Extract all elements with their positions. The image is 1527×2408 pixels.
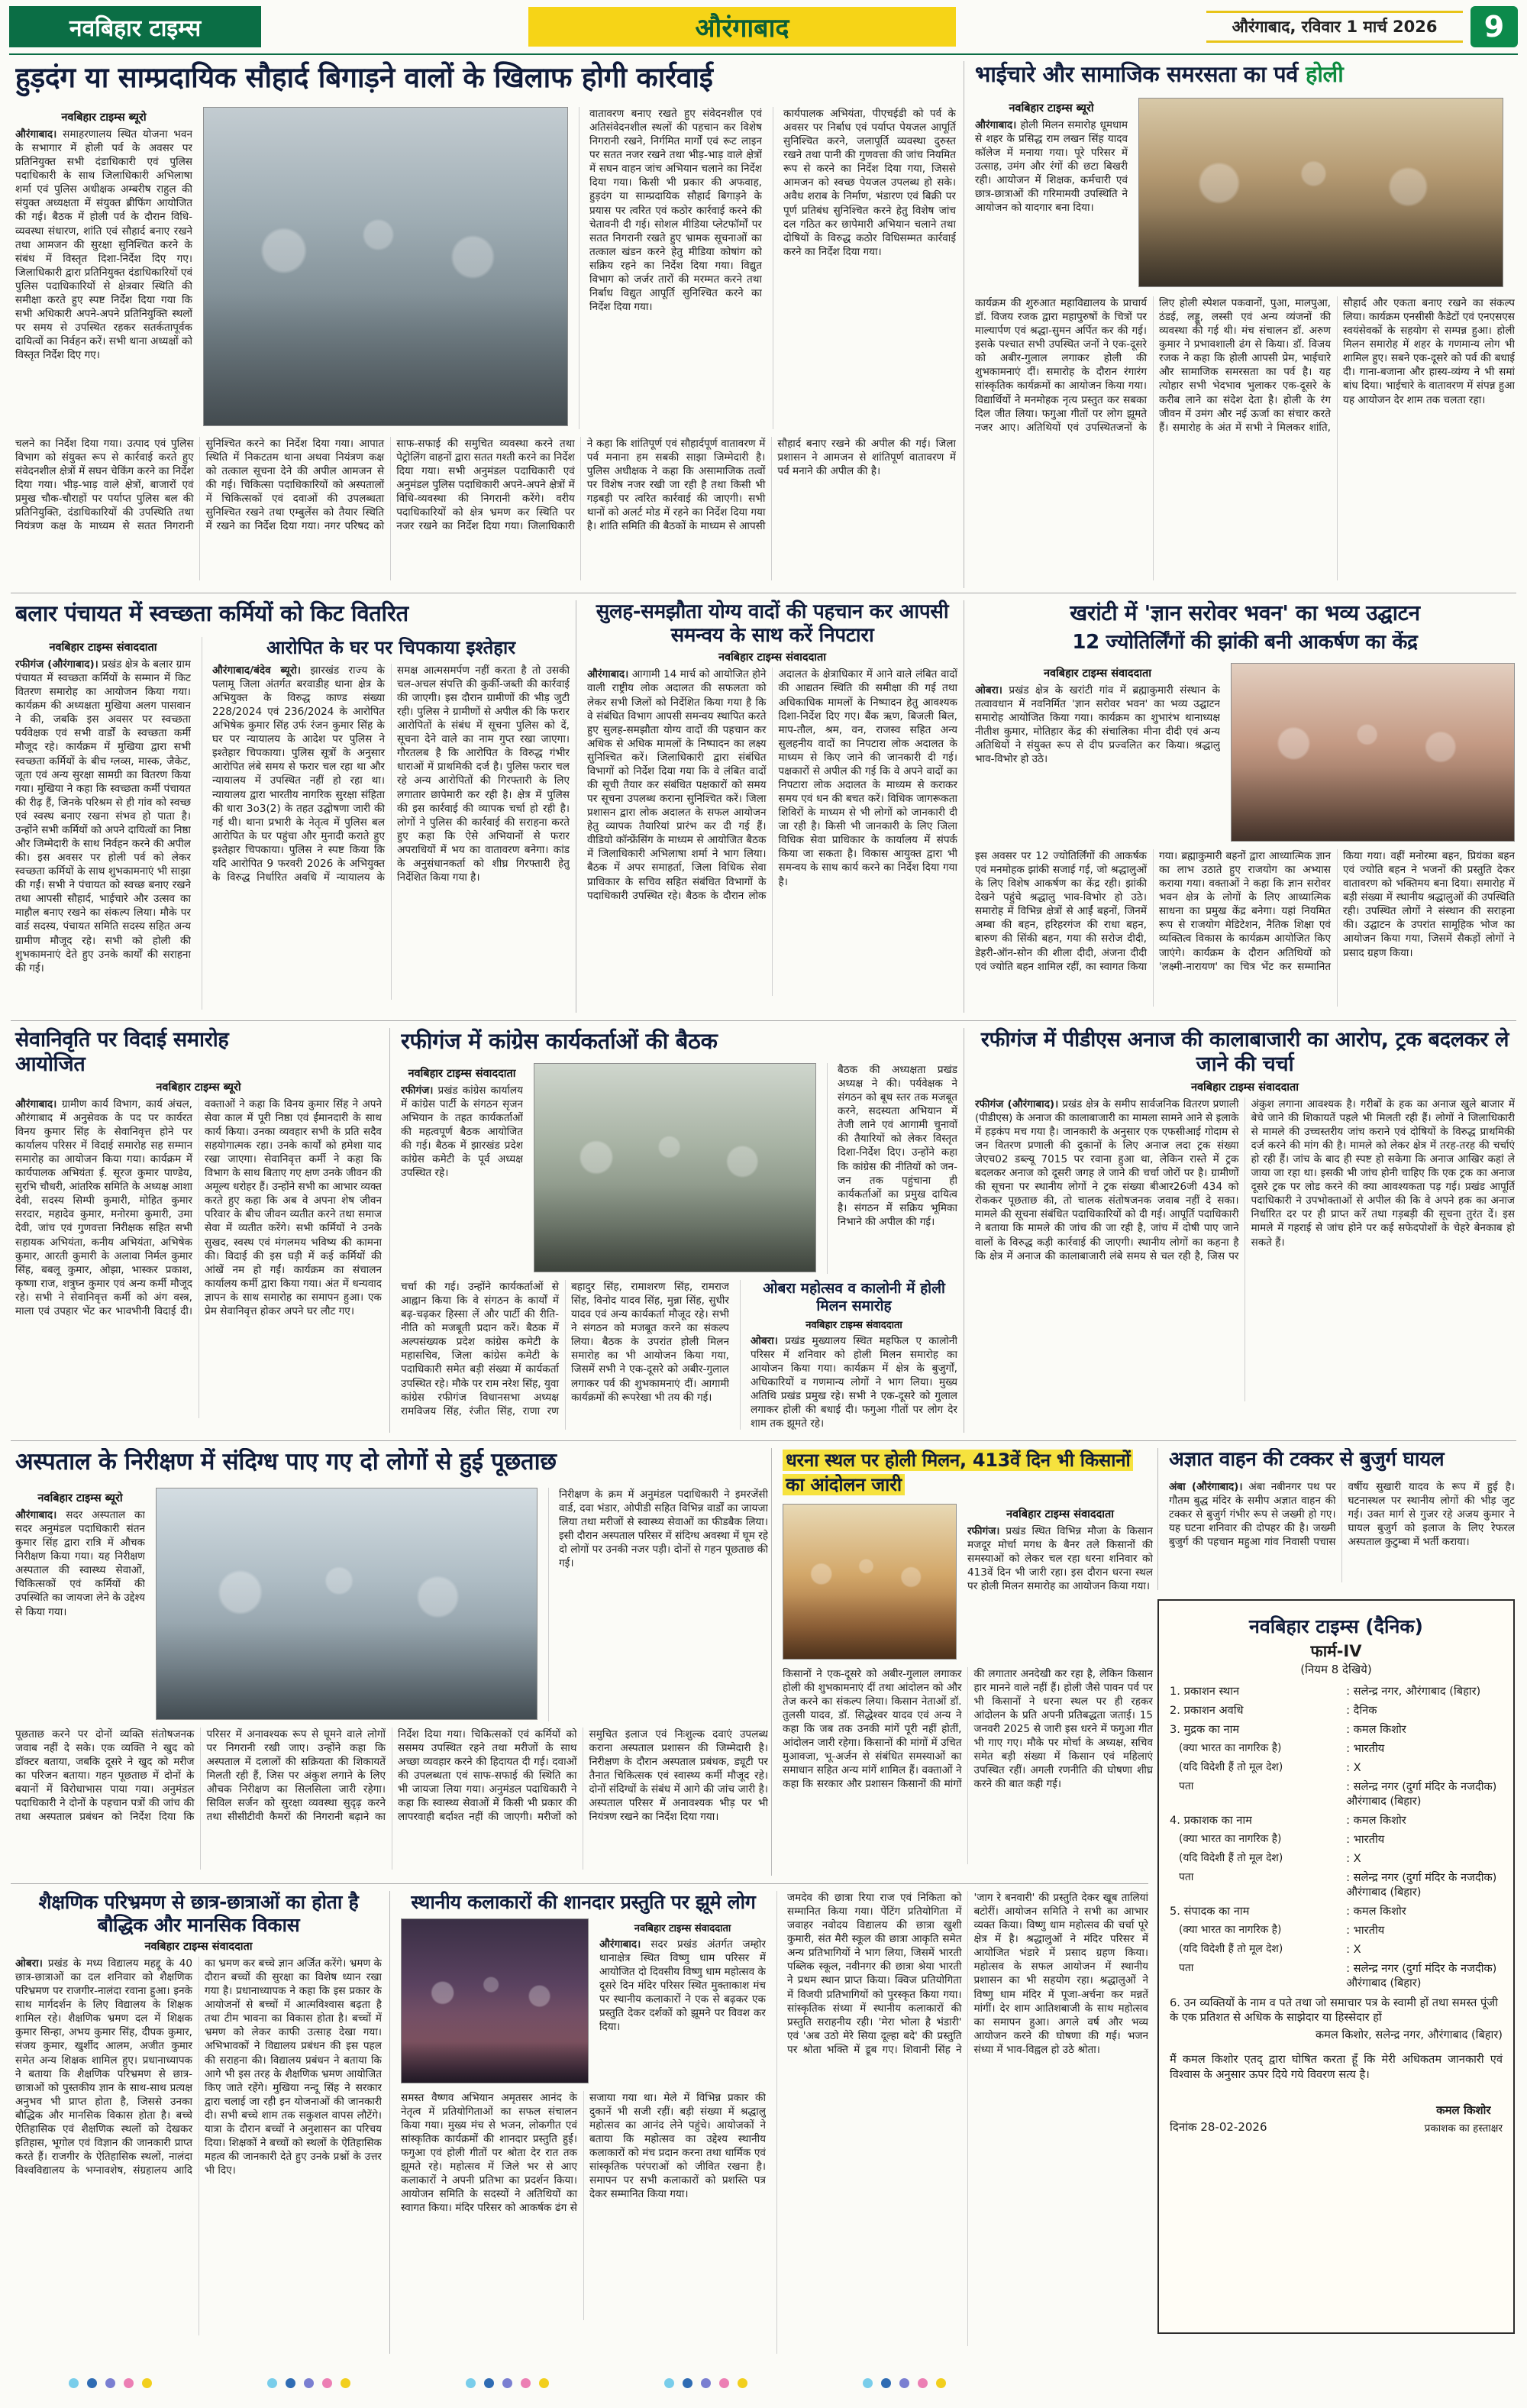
newspaper-masthead bbox=[9, 6, 261, 47]
color-dot bbox=[863, 2378, 873, 2388]
body-text: समस्त वैष्णव अभियान अमृतसर आनंद के नेतृत्व में प्रतियोगिताओं का सफल संचालन किया गया। मुख्य मंच से भजन, लोकगीत एवं सांस्कृतिक कार्यक्रमों की शानदार प्रस्तुति हुई। फगुआ एवं होली गीतों पर श्रोता देर रात तक झूमते रहे। महोत्सव में जिले भर से आए कलाकारों ने अपनी प्रतिभा का प्रदर्शन किया। आयोजन समिति के सदस्यों ने अतिथियों का स्वागत किया। मंदिर परिसर को आकर्षक ढंग से सजाया गया था। मेले में विभिन्न प्रकार की दुकानें भी सजी रहीं। बड़ी संख्या में श्रद्धालु महोत्सव का आनंद लेने पहुंचे। आयोजकों ने बताया कि महोत्सव का उद्देश्य स्थानीय कलाकारों को मंच प्रदान करना तथा धार्मिक एवं सांस्कृतिक परंपराओं को जीवित रखना है। समापन पर सभी कलाकारों को प्रशस्ति पत्र देकर सम्मानित किया गया। bbox=[401, 2091, 766, 2215]
dateline: रफीगंज (औरंगाबाद)। bbox=[975, 1097, 1059, 1110]
headline-lok-adalat: सुलह-समझौता योग्य वादों की पहचान कर आपसी समन्वय के साथ करें निपटारा bbox=[596, 600, 949, 647]
color-dot bbox=[286, 2378, 295, 2388]
color-dot bbox=[521, 2378, 531, 2388]
headline-farewell: सेवानिवृति पर विदाई समारोह आयोजित bbox=[15, 1028, 229, 1076]
color-dot bbox=[142, 2378, 152, 2388]
form-row: पता : सलेन्द्र नगर (दुर्गा मंदिर के नजदीक) औरंगाबाद (बिहार) bbox=[1170, 1871, 1503, 1900]
header-rule bbox=[9, 53, 1518, 55]
body-text: ग्रामीण कार्य विभाग, कार्य अंचल, औरंगाबाद में अनुसेवक के पद पर कार्यरत विनय कुमार सिंह के सेवानिवृत्त होने पर कार्यालय परिसर में विदाई समारोह सह सम्मान समारोह का आयोजन किया गया। कार्यक्रम में कार्यपालक अभियंता ई. सूरज कुमार पाण्डेय, सुरभि चौधरी, आंतरिक समिति के अध्यक्ष आशा देवी, सदस्य सिम्पी कुमारी, मोहित कुमार सरदार, महादेव कुमार, मनोरमा कुमारी, उमा देवी, जांच एवं गुणवत्ता निरीक्षक सहित सभी सहायक अभियंता, कनीय अभियंता, अभिषेक कुमार, आरती कुमारी के अलावा निर्मल कुमार सिंह, बबलू कुमार, ओझा, भास्कर प्रकाश, कृष्णा राज, शत्रुघ्न कुमार एवं अन्य कर्मी मौजूद रहे। सभी ने सेवानिवृत्त कर्मी को अंग वस्त्र, माला एवं उपहार भेंट कर भावभीनी विदाई दी। वक्ताओं ने कहा कि विनय कुमार सिंह ने अपने सेवा काल में पूरी निष्ठा एवं ईमानदारी के साथ कार्य किया। उनका व्यवहार सभी के प्रति सदैव सहयोगात्मक रहा। उनके कार्यों को हमेशा याद रखा जाएगा। सेवानिवृत्त कर्मी ने कहा कि विभाग के साथ बिताए गए क्षण उनके जीवन की अमूल्य धरोहर हैं। उन्होंने सभी का आभार व्यक्त करते हुए कहा कि अब वे अपना शेष जीवन परिवार के बीच जीवन व्यतीत करने तथा समाज सेवा में व्यतीत करेंगे। सभी कर्मियों ने उनके सुखद, स्वस्थ एवं मंगलमय भविष्य की कामना की। विदाई की इस घड़ी में कई कर्मियों की आंखें नम हो गईं। कार्यक्रम का संचालन कार्यालय कर्मी द्वारा किया गया। अंत में धन्यवाद ज्ञापन के साथ समारोह का समापन हुआ। एक प्रेम सेवानिवृत्त होकर अपने घर लौट गए। bbox=[15, 1097, 382, 1317]
article-poster-pasted bbox=[202, 637, 570, 1010]
body-text: अंबा नबीनगर पथ पर गौतम बुद्ध मंदिर के समीप अज्ञात वाहन की टक्कर से बुजुर्ग गंभीर रूप से जख्मी हो गए। यह घटना शनिवार की दोपहर की है। जख्मी बुजुर्ग की पहचान महुआ गांव निवासी पचास वर्षीय सुखारी यादव के रूप में हुई है। घटनास्थल पर स्थानीय लोगों की भीड़ जुट गई। उक्त मार्ग से गुजर रहे अजय कुमार ने घायल बुजुर्ग को इलाज के लिए रेफरल अस्पताल कुटुम्बा में भर्ती कराया। bbox=[1169, 1481, 1515, 1549]
color-dot bbox=[664, 2378, 674, 2388]
color-dot bbox=[881, 2378, 891, 2388]
byline: नवबिहार टाइम्स ब्यूरो bbox=[1009, 102, 1094, 115]
color-dot bbox=[341, 2378, 350, 2388]
dateline: अंबा (औरंगाबाद)। bbox=[1169, 1481, 1243, 1493]
body-text: प्रखंड स्थित विभिन्न मौजा के किसान मजदूर मोर्चा मगध के बैनर तले किसानों की समस्याओं को लेकर चल रहा धरना शनिवार को 413वें दिन भी जारी रहा। इस दौरान धरना स्थल पर होली मिलन समारोह का आयोजन किया गया। bbox=[967, 1524, 1153, 1593]
headline-holi: भाईचारे और सामाजिक समरसता का पर्व होली bbox=[975, 61, 1344, 87]
form-row: 4. प्रकाशक का नाम : कमल किशोर bbox=[1170, 1814, 1503, 1828]
article-sanitation-kits bbox=[15, 600, 570, 1013]
form-iv-declaration bbox=[1157, 1599, 1515, 2334]
body-text: पूछताछ करने पर दोनों व्यक्ति संतोषजनक जवाब नहीं दे सके। एक व्यक्ति ने खुद को डॉक्टर बताया, जबकि दूसरे ने खुद को मरीज का परिजन बताया। गहन पूछताछ में दोनों के बयानों में विरोधाभास पाया गया। अनुमंडल पदाधिकारी ने दोनों के पहचान पत्रों की जांच की तथा अस्पताल प्रबंधन को निर्देश दिया कि परिसर में अनावश्यक रूप से घूमने वाले लोगों पर निगरानी रखी जाए। उन्होंने कहा कि अस्पताल में दलालों की सक्रियता की शिकायतें मिलती रही हैं, जिस पर अंकुश लगाने के लिए औचक निरीक्षण का सिलसिला जारी रहेगा। सिविल सर्जन को सुरक्षा व्यवस्था सुदृढ़ करने तथा सीसीटीवी कैमरों की निगरानी बढ़ाने का निर्देश दिया गया। चिकित्सकों एवं कर्मियों को ससमय उपस्थित रहने तथा मरीजों के साथ अच्छा व्यवहार करने की हिदायत दी गई। दवाओं की उपलब्धता एवं साफ-सफाई की स्थिति का भी जायजा लिया गया। अनुमंडल पदाधिकारी ने कहा कि स्वास्थ्य सेवाओं में किसी भी प्रकार की लापरवाही बर्दाश्त नहीं की जाएगी। मरीजों को समुचित इलाज एवं निःशुल्क दवाएं उपलब्ध कराना अस्पताल प्रशासन की जिम्मेदारी है। निरीक्षण के दौरान अस्पताल प्रबंधक, ड्यूटी पर तैनात चिकित्सक एवं स्वास्थ्य कर्मी मौजूद रहे। दोनों संदिग्धों के संबंध में आगे की जांच जारी है। अस्पताल परिसर में अनावश्यक भीड़ पर भी नियंत्रण रखने का निर्देश दिया गया। bbox=[15, 1728, 768, 1824]
byline: नवबिहार टाइम्स संवाददाता bbox=[1006, 1508, 1115, 1521]
protest-site-photo bbox=[783, 1504, 957, 1660]
body-text: बैठक की अध्यक्षता प्रखंड अध्यक्ष ने की। पर्यवेक्षक ने संगठन को बूथ स्तर तक मजबूत करने, सदस्यता अभियान में तेजी लाने एवं आगामी चुनावों की तैयारियों को लेकर विस्तृत दिशा-निर्देश दिए। उन्होंने कहा कि कांग्रेस की नीतियों को जन-जन तक पहुंचाना ही कार्यकर्ताओं का प्रमुख दायित्व है। संगठन में सक्रिय भूमिका निभाने की अपील की गई। bbox=[838, 1064, 957, 1228]
headline-hospital: अस्पताल के निरीक्षण में संदिग्ध पाए गए दो लोगों से हुई पूछताछ bbox=[15, 1448, 557, 1476]
headline-gyan-sarovar-2: 12 ज्योतिर्लिंगों की झांकी बनी आकर्षण का केंद्र bbox=[1072, 631, 1418, 654]
color-dot bbox=[719, 2378, 729, 2388]
body-text: निरीक्षण के क्रम में अनुमंडल पदाधिकारी ने इमरजेंसी वार्ड, दवा भंडार, ओपीडी सहित विभिन्न वार्डों का जायजा लिया तथा मरीजों से स्वास्थ्य सेवाओं का फीडबैक लिया। इसी दौरान अस्पताल परिसर में संदिग्ध अवस्था में घूम रहे दो लोगों पर उनकी नजर पड़ी। दोनों से गहन पूछताछ की गई। bbox=[559, 1488, 768, 1570]
hospital-inspection-photo bbox=[156, 1488, 538, 1720]
article-holi-festival bbox=[964, 61, 1515, 588]
color-dot bbox=[105, 2378, 115, 2388]
color-dot bbox=[466, 2378, 476, 2388]
form-row: 1. प्रकाशन स्थान : सलेन्द्र नगर, औरंगाबाद (बिहार) bbox=[1170, 1685, 1503, 1699]
form-row: 2. प्रकाशन अवधि : दैनिक bbox=[1170, 1704, 1503, 1718]
form-date: दिनांक 28-02-2026 bbox=[1170, 2119, 1267, 2134]
body-text: जमदेव की छात्रा रिया राज एवं निकिता को सम्मानित किया गया। पेंटिंग प्रतियोगिता में जवाहर नवोदय विद्यालय की छात्रा खुशी कुमारी, संत मैरी स्कूल की छात्रा आकृति समेत अन्य प्रतिभागियों ने भाग लिया, जिसमें भारती पब्लिक स्कूल, नवीनगर की छात्रा श्रेया भारती ने प्रथम स्थान प्राप्त किया। क्विज प्रतियोगिता में विजयी प्रतिभागियों को पुरस्कृत किया गया। सांस्कृतिक संध्या में स्थानीय कलाकारों की प्रस्तुति सराहनीय रही। 'मेरा भोला है भंडारी' एवं 'अब उठो मेरे सिया दूल्हा बदे' की प्रस्तुति पर श्रोता भक्ति में डूब गए। शिवानी सिंह ने 'जाग रे बनवारी' की प्रस्तुति देकर खूब तालियां बटोरीं। आयोजन समिति ने सभी का आभार व्यक्त किया। विष्णु धाम महोत्सव की चर्चा पूरे क्षेत्र में है। श्रद्धालुओं ने मंदिर परिसर में आयोजित भंडारे में प्रसाद ग्रहण किया। महोत्सव के सफल आयोजन में स्थानीय प्रशासन का भी सहयोग रहा। श्रद्धालुओं ने विष्णु धाम मंदिर में पूजा-अर्चना कर मन्नतें मांगीं। देर शाम आतिशबाजी के साथ महोत्सव का समापन हुआ। अगले वर्ष और भव्य आयोजन करने की घोषणा की गई। भजन संध्या में भाव-विह्वल हो उठे श्रोता। bbox=[787, 1892, 1148, 2056]
byline: नवबिहार टाइम्स संवाददाता bbox=[805, 1319, 902, 1331]
dateline: औरंगाबाद। bbox=[15, 1509, 57, 1521]
band-rule-3 bbox=[11, 1440, 1516, 1441]
byline: नवबिहार टाइम्स ब्यूरो bbox=[37, 1492, 123, 1505]
body-text: इस अवसर पर 12 ज्योतिर्लिंगों की आकर्षक एवं मनमोहक झांकी सजाई गई, जो श्रद्धालुओं के लिए विशेष आकर्षण का केंद्र रही। झांकी देखने पहुंचे श्रद्धालु भाव-विभोर हो उठे। समारोह में विभिन्न क्षेत्रों से आईं बहनों, जिनमें अम्बा की बहन, हरिहरगंज की राधा बहन, बारुण की सिंकी बहन, गया की सरोज दीदी, डेहरी-ऑन-सोन की शीला दीदी, अंजना दीदी एवं ज्योति बहन शामिल रहीं, का स्वागत किया गया। ब्रह्माकुमारी बहनों द्वारा आध्यात्मिक ज्ञान का लाभ उठाते हुए राजयोग का अभ्यास कराया गया। वक्ताओं ने कहा कि ज्ञान सरोवर भवन क्षेत्र के लोगों के लिए आध्यात्मिक साधना का प्रमुख केंद्र बनेगा। यहां नियमित रूप से राजयोग मेडिटेशन, नैतिक शिक्षा एवं व्यक्तित्व विकास के कार्यक्रम आयोजित किए जाएंगे। कार्यक्रम के दौरान अतिथियों को 'लक्ष्मी-नारायण' का चित्र भेंट कर सम्मानित किया गया। वहीं मनोरमा बहन, प्रियंका बहन एवं ज्योति बहन ने भजनों की प्रस्तुति देकर वातावरण को भक्तिमय बना दिया। समारोह में बड़ी संख्या में स्थानीय श्रद्धालुओं की उपस्थिति रही। उपस्थित लोगों ने संस्थान की सराहना की। उद्घाटन के उपरांत सामूहिक भोज का आयोजन किया गया, जिसमें सैकड़ों लोगों ने प्रसाद ग्रहण किया। bbox=[975, 850, 1515, 973]
holi-gathering-photo bbox=[1138, 98, 1503, 287]
headline-briefing: हुड़दंग या साम्प्रदायिक सौहार्द बिगाड़ने वालों के खिलाफ होगी कार्रवाई bbox=[15, 61, 713, 94]
form-row: 5. संपादक का नाम : कमल किशोर bbox=[1170, 1905, 1503, 1919]
print-registration-dots bbox=[69, 2377, 1504, 2389]
form-title: नवबिहार टाइम्स (दैनिक) bbox=[1249, 1615, 1423, 1637]
band-rule-2 bbox=[11, 1020, 1516, 1021]
body-text: झारखंड राज्य के पलामू जिला अंतर्गत बरवाडीह थाना क्षेत्र के अभियुक्त के विरुद्ध काण्ड संख्या 228/2024 एवं 236/2024 के आरोपित अभिषेक कुमार सिंह उर्फ रंजन कुमार सिंह के घर पर न्यायालय के आदेश पर पुलिस ने इश्तेहार चिपकाया। पुलिस सूत्रों के अनुसार आरोपित लंबे समय से फरार चल रहा था और न्यायालय में उपस्थित नहीं हो रहा था। न्यायालय द्वारा भारतीय नागरिक सुरक्षा संहिता की धारा 3o3(2) के तहत उद्घोषणा जारी की गई थी। थाना प्रभारी के नेतृत्व में पुलिस बल आरोपित के घर पहुंचा और मुनादी कराते हुए इश्तेहार चिपकाया। पुलिस ने स्पष्ट किया कि यदि आरोपित 9 फरवरी 2026 के अभियुक्त के विरुद्ध निर्धारित अवधि में न्यायालय के समक्ष आत्मसमर्पण नहीं करता है तो उसकी चल-अचल संपत्ति की कुर्की-जब्ती की कार्रवाई की जाएगी। इस दौरान ग्रामीणों की भीड़ जुटी रही। पुलिस ने ग्रामीणों से अपील की कि फरार आरोपितों के संबंध में सूचना पुलिस को दें, सूचना देने वाले का नाम गुप्त रखा जाएगा। गौरतलब है कि आरोपित के विरुद्ध गंभीर धाराओं में प्राथमिकी दर्ज है। पुलिस फरार चल रहे अन्य आरोपितों की गिरफ्तारी के लिए लगातार छापेमारी कर रही है। क्षेत्र में पुलिस की इस कार्रवाई की व्यापक चर्चा हो रही है। लोगों ने पुलिस की कार्रवाई की सराहना करते हुए कहा कि ऐसे अभियानों से फरार अपराधियों में भय का वातावरण बनेगा। कांड के अनुसंधानकर्ता को शीघ्र गिरफ्तारी हेतु निर्देशित किया गया है। bbox=[212, 664, 570, 884]
header-bar bbox=[0, 0, 1527, 53]
color-dot bbox=[267, 2378, 277, 2388]
color-dot bbox=[738, 2378, 747, 2388]
form-signature: कमल किशोर प्रकाशक का हस्ताक्षर bbox=[1424, 2103, 1503, 2135]
color-dot bbox=[701, 2378, 711, 2388]
form-row-owners: 6. उन व्यक्तियों के नाम व पते तथा जो समाचार पत्र के स्वामी हों तथा समस्त पूंजी के एक प्रतिशत से अधिक के साझेदार या हिस्सेदार हों कमल किशोर, सलेन्द्र नगर, औरंगाबाद (बिहार) bbox=[1170, 1996, 1503, 2042]
headline-poster: आरोपित के घर पर चिपकाया इश्तेहार bbox=[266, 637, 516, 658]
form-row: पता : सलेन्द्र नगर (दुर्गा मंदिर के नजदीक) औरंगाबाद (बिहार) bbox=[1170, 1962, 1503, 1991]
color-dot bbox=[69, 2378, 79, 2388]
byline: नवबिहार टाइम्स संवाददाता bbox=[144, 1941, 253, 1953]
color-dot bbox=[304, 2378, 314, 2388]
body-text: किसानों ने एक-दूसरे को अबीर-गुलाल लगाकर होली की शुभकामनाएं दीं तथा आंदोलन को और तेज करने का संकल्प लिया। किसान नेताओं डॉ. तुलसी यादव, डॉ. सिद्धेश्वर यादव एवं अन्य ने कहा कि जब तक उनकी मांगें पूरी नहीं होतीं, आंदोलन जारी रहेगा। किसानों की मांगों में उचित मुआवजा, भू-अर्जन से संबंधित समस्याओं का समाधान सहित अन्य मांगें शामिल हैं। वक्ताओं ने कहा कि सरकार और प्रशासन किसानों की मांगों की लगातार अनदेखी कर रहा है, लेकिन किसान हार मानने वाले नहीं हैं। होली जैसे पावन पर्व पर भी किसानों ने धरना स्थल पर ही रहकर आंदोलन के प्रति अपनी प्रतिबद्धता जताई। 15 जनवरी 2025 से जारी इस धरने में फगुआ गीत भी गाए गए। मौके पर मोर्चा के अध्यक्ष, सचिव समेत बड़ी संख्या में किसान एवं महिलाएं उपस्थित रहीं। अगली रणनीति की घोषणा शीघ्र करने की बात कही गई। bbox=[783, 1667, 1153, 1791]
stage-performance-photo bbox=[401, 1918, 589, 2083]
form-row: (क्या भारत का नागरिक है) : भारतीय bbox=[1170, 1742, 1503, 1757]
form-declaration: मैं कमल किशोर एतद् द्वारा घोषित करता हूँ कि मेरी अधिकतम जानकारी एवं विश्वास के अनुसार ऊपर दिये गये विवरण सत्य है। bbox=[1170, 2053, 1503, 2082]
form-row: (क्या भारत का नागरिक है) : भारतीय bbox=[1170, 1924, 1503, 1938]
body-text: चर्चा की गई। उन्होंने कार्यकर्ताओं से आह्वान किया कि वे संगठन के कार्यों में बढ़-चढ़कर हिस्सा लें और पार्टी की रीति-नीति को मजबूती प्रदान करें। बैठक में अल्पसंख्यक प्रदेश कांग्रेस कमेटी के महासचिव, जिला कांग्रेस कमेटी के पदाधिकारी समेत बड़ी संख्या में कार्यकर्ता उपस्थित रहे। मौके पर राम नरेश सिंह, युवा कांग्रेस रफीगंज विधानसभा अध्यक्ष रामविजय सिंह, रंजीत सिंह, राणा रण बहादुर सिंह, रामाशरण सिंह, रामराज सिंह, विनोद यादव सिंह, मुन्ना सिंह, सुधीर यादव एवं अन्य कार्यकर्ता मौजूद रहे। सभी ने संगठन को मजबूत करने का संकल्प लिया। बैठक के उपरांत होली मिलन समारोह का भी आयोजन किया गया, जिसमें सभी ने एक-दूसरे को अबीर-गुलाल लगाकर पर्व की शुभकामनाएं दीं। आगामी कार्यक्रमों की रूपरेखा भी तय की गई। bbox=[401, 1281, 729, 1417]
byline: नवबिहार टाइम्स संवाददाता bbox=[634, 1922, 731, 1934]
article-educational-tour bbox=[15, 1891, 382, 2354]
color-dot bbox=[87, 2378, 97, 2388]
headline-gyan-sarovar-1: खरांटी में 'ज्ञान सरोवर भवन' का भव्य उद्घाटन bbox=[1070, 600, 1420, 625]
dateline: औरंगाबाद/बंदेव ब्यूरो। bbox=[212, 664, 302, 677]
color-dot bbox=[124, 2378, 134, 2388]
color-dot bbox=[899, 2378, 909, 2388]
city-name: औरंगाबाद bbox=[695, 13, 789, 44]
dateline: रफीगंज। bbox=[967, 1524, 1000, 1537]
body-text: प्रखंड के मध्य विद्यालय महद्दू के 40 छात्र-छात्राओं का दल शनिवार को शैक्षणिक परिभ्रमण पर राजगीर-नालंदा रवाना हुआ। इनके साथ मार्गदर्शन के लिए विद्यालय के शिक्षक शामिल रहे। शैक्षणिक भ्रमण दल में शिक्षक कुमार सिन्हा, अभय कुमार सिंह, दीपक कुमार, संजय कुमार, खुर्शीद आलम, अजीत कुमार समेत अन्य शिक्षक शामिल हुए। प्रधानाध्यापक ने बताया कि शैक्षणिक परिभ्रमण से छात्र-छात्राओं को पुस्तकीय ज्ञान के साथ-साथ प्रत्यक्ष अनुभव भी प्राप्त होता है, जिससे उनका बौद्धिक और मानसिक विकास होता है। बच्चे ऐतिहासिक एवं शैक्षणिक स्थलों को देखकर इतिहास, भूगोल एवं विज्ञान की जानकारी प्राप्त करते हैं। राजगीर के ऐतिहासिक स्थलों, नालंदा विश्वविद्यालय के भग्नावशेष, संग्रहालय आदि का भ्रमण कर बच्चे ज्ञान अर्जित करेंगे। भ्रमण के दौरान बच्चों की सुरक्षा का विशेष ध्यान रखा गया है। प्रधानाध्यापक ने कहा कि इस प्रकार के आयोजनों से बच्चों में आत्मविश्वास बढ़ता है तथा टीम भावना का विकास होता है। बच्चों में भ्रमण को लेकर काफी उत्साह देखा गया। अभिभावकों ने विद्यालय प्रबंधन की इस पहल की सराहना की। विद्यालय प्रबंधन ने बताया कि आगे भी इस तरह के शैक्षणिक भ्रमण आयोजित किए जाते रहेंगे। मुखिया नन्दू सिंह ने सरकार द्वारा चलाई जा रही इन योजनाओं की जानकारी दी। सभी बच्चे शाम तक सकुशल वापस लौटेंगे। यात्रा के दौरान बच्चों ने अनुशासन का परिचय दिया। शिक्षकों ने बच्चों को स्थलों के ऐतिहासिक महत्व की जानकारी देते हुए उनके प्रश्नों के उत्तर भी दिए। bbox=[15, 1957, 382, 2177]
body-text: कार्यपालक अभियंता, पीएचईडी को पर्व के अवसर पर निर्बाध एवं पर्याप्त पेयजल आपूर्ति सुनिश्चित करने, जलापूर्ति व्यवस्था दुरुस्त रखने तथा पानी की गुणवत्ता की जांच नियमित रूप से करने का निर्देश दिया गया, जिससे आमजन को स्वच्छ पेयजल उपलब्ध हो सके। अवैध शराब के निर्माण, भंडारण एवं बिक्री पर पूर्ण प्रतिबंध सुनिश्चित करने हेतु विशेष जांच दल गठित कर छापेमारी अभियान चलाने तथा दोषियों के विरुद्ध कठोर विधिसम्मत कार्रवाई करने का निर्देश दिया गया। bbox=[783, 108, 956, 258]
edition-dateline: औरंगाबाद, रविवार 1 मार्च 2026 bbox=[1206, 11, 1463, 43]
article-local-artists bbox=[389, 1891, 1148, 2354]
article-holi-briefing bbox=[15, 61, 956, 588]
body-text: वातावरण बनाए रखते हुए संवेदनशील एवं अतिसंवेदनशील स्थलों की पहचान कर विशेष निगरानी रखने, निर्गमित मार्गों एवं रूट लाइन पर सतत नजर रखने तथा भीड़-भाड़ वाले क्षेत्रों में सघन वाहन जांच अभियान चलाने का निर्देश दिया गया। किसी भी प्रकार की अफवाह, हुड़दंग या साम्प्रदायिक सौहार्द बिगाड़ने के प्रयास पर त्वरित एवं कठोर कार्रवाई करने की चेतावनी दी गई। सोशल मीडिया प्लेटफॉर्मों पर सतत निगरानी रखते हुए भ्रामक सूचनाओं का तत्काल खंडन करने हेतु मीडिया कोषांग को सक्रिय रहने का निर्देश दिया गया। विद्युत विभाग को जर्जर तारों की मरम्मत करने तथा निर्बाध विद्युत आपूर्ति सुनिश्चित करने का निर्देश दिया गया। bbox=[589, 108, 762, 314]
headline-protest: धरना स्थल पर होली मिलन, 413वें दिन भी किसानों का आंदोलन जारी bbox=[783, 1448, 1153, 1498]
headline-tour: शैक्षणिक परिभ्रमण से छात्र-छात्राओं का होता है बौद्धिक और मानसिक विकास bbox=[38, 1891, 359, 1936]
body-text: कार्यक्रम की शुरुआत महाविद्यालय के प्राचार्य डॉ. विजय रजक द्वारा महापुरुषों के चित्रों पर माल्यार्पण एवं श्रद्धा-सुमन अर्पित कर की गई। इसके पश्चात सभी उपस्थित जनों ने एक-दूसरे को अबीर-गुलाल लगाकर होली की शुभकामनाएं दीं। समारोह के दौरान रंगारंग सांस्कृतिक कार्यक्रमों का आयोजन किया गया। विद्यार्थियों ने मनमोहक नृत्य प्रस्तुत कर सबका दिल जीत लिया। फगुआ गीतों पर लोग झूमते नजर आए। अतिथियों एवं उपस्थितजनों के लिए होली स्पेशल पकवानों, पुआ, मालपुआ, ठंडई, लड्डू, लस्सी एवं अन्य व्यंजनों की व्यवस्था की गई थी। मंच संचालन डॉ. अरुण कुमार ने प्रभावशाली ढंग से किया। डॉ. विजय रजक ने कहा कि होली आपसी प्रेम, भाईचारे और सामाजिक समरसता का पर्व है। यह त्योहार सभी भेदभाव भुलाकर एक-दूसरे के करीब लाने का संदेश देता है। होली के रंग जीवन में उमंग और नई ऊर्जा का संचार करते हैं। समारोह के अंत में सभी ने मिलकर शांति, सौहार्द और एकता बनाए रखने का संकल्प लिया। कार्यक्रम एनसीसी कैडेटों एवं एनएसएस स्वयंसेवकों के सहयोग से सम्पन्न हुआ। होली मिलन समारोह में शहर के गणमान्य लोग भी शामिल हुए। सबने एक-दूसरे को पर्व की बधाई दी। गाना-बजाना और हास्य-व्यंग्य ने भी समां बांध दिया। भाईचारे के वातावरण में संपन्न हुआ यह आयोजन देर शाम तक चलता रहा। bbox=[975, 297, 1515, 434]
form-row: (यदि विदेशी हैं तो मूल देश) : X bbox=[1170, 1943, 1503, 1957]
color-dot bbox=[484, 2378, 494, 2388]
dateline: रफीगंज। bbox=[401, 1084, 434, 1097]
byline: नवबिहार टाइम्स संवाददाता bbox=[49, 642, 157, 654]
dateline: औरंगाबाद। bbox=[599, 1938, 641, 1951]
band-rule-4 bbox=[11, 1883, 1148, 1884]
form-row: (यदि विदेशी हैं तो मूल देश) : X bbox=[1170, 1852, 1503, 1867]
article-pds-blackmarket bbox=[964, 1028, 1515, 1433]
body-text: प्रखंड मुख्यालय स्थित महफिल ए कालोनी परिसर में शनिवार को होली मिलन समारोह का आयोजन किया गया। कार्यक्रम में क्षेत्र के बुजुर्गों, अधिकारियों व गणमान्य लोगों ने भाग लिया। मुख्य अतिथि प्रखंड प्रमुख रहे। सभी ने एक-दूसरे को गुलाल लगाकर होली की बधाई दी। फगुआ गीतों पर लोग देर शाम तक झूमते रहे। bbox=[751, 1334, 957, 1430]
dateline: रफीगंज (औरंगाबाद)। bbox=[15, 658, 98, 671]
headline-artists: स्थानीय कलाकारों की शानदार प्रस्तुति पर झूमे लोग bbox=[411, 1891, 756, 1913]
body-text: सदर प्रखंड अंतर्गत जम्होर थानाक्षेत्र स्थित विष्णु धाम परिसर में आयोजित दो दिवसीय विष्णु धाम महोत्सव के दूसरे दिन मंदिर परिसर स्थित मुक्ताकाश मंच पर स्थानीय कलाकारों ने एक से बढ़कर एक प्रस्तुति देकर दर्शकों को झूमने पर विवश कर दिया। bbox=[599, 1938, 766, 2033]
headline-accident: अज्ञात वाहन की टक्कर से बुजुर्ग घायल bbox=[1169, 1448, 1445, 1471]
page-number-badge: 9 bbox=[1471, 6, 1518, 47]
dateline: औरंगाबाद। bbox=[975, 119, 1017, 131]
dateline: औरंगाबाद। bbox=[15, 128, 57, 141]
headline-pds: रफीगंज में पीडीएस अनाज की कालाबाजारी का आरोप, ट्रक बदलकर ले जाने की चर्चा bbox=[980, 1028, 1509, 1076]
color-dot bbox=[322, 2378, 332, 2388]
body-text: प्रखंड क्षेत्र के बलार ग्राम पंचायत में स्वच्छता कर्मियों के सम्मान में किट वितरण समारोह का आयोजन किया गया। कार्यक्रम की अध्यक्षता मुखिया अलग पासवान ने की, जबकि इस अवसर पर स्वच्छता पर्यवेक्षक एवं सभी वार्डों के स्वच्छता कर्मी मौजूद रहे। कार्यक्रम में मुखिया द्वारा सभी स्वच्छता कर्मियों के बीच ग्लव्स, मास्क, जैकेट, जूता एवं अन्य सुरक्षा सामग्री का वितरण किया गया। मुखिया ने कहा कि स्वच्छता कर्मी पंचायत की रीढ़ हैं, जिनके परिश्रम से ही गांव को स्वच्छ एवं स्वस्थ बनाए रखना संभव हो पाता है। उन्होंने सभी कर्मियों को अपने दायित्वों का निष्ठा और जिम्मेदारी के साथ निर्वहन करने की अपील की। इस अवसर पर होली पर्व को लेकर स्वच्छता कर्मियों के साथ शुभकामनाएं भी साझा की गईं। सभी ने पंचायत को स्वच्छ बनाए रखने तथा आपसी सौहार्द, भाईचारे और उत्सव का माहौल बनाए रखने का संकल्प लिया। मौके पर वार्ड सदस्य, पंचायत समिति सदस्य सहित अन्य ग्रामीण मौजूद रहे। सभी को होली की शुभकामनाएं देते हुए उनके कार्यों की सराहना की गई। bbox=[15, 658, 191, 975]
body-text: समाहरणालय स्थित योजना भवन के सभागार में होली पर्व के अवसर पर प्रतिनियुक्त सभी दंडाधिकारी एवं पुलिस पदाधिकारी के साथ जिलाधिकारी अभिलाषा शर्मा एवं पुलिस अधीक्षक अम्बरीष राहुल की संयुक्त अध्यक्षता में संयुक्त ब्रीफिंग आयोजित की गई। बैठक में होली पर्व के दौरान विधि-व्यवस्था संधारण, शांति एवं सौहार्द बनाए रखने तथा आमजन की सुरक्षा सुनिश्चित करने के संबंध में विस्तृत दिशा-निर्देश दिए गए। जिलाधिकारी द्वारा प्रतिनियुक्त दंडाधिकारियों एवं पुलिस पदाधिकारियों से क्षेत्रवार स्थिति की समीक्षा करते हुए स्पष्ट निर्देश दिया गया कि सभी अधिकारी अपने-अपने प्रतिनियुक्ति स्थलों पर समय से उपस्थित रहकर सतर्कतापूर्वक दायित्वों का निर्वहन करें। सभी थाना अध्यक्षों को विस्तृत निर्देश दिए गए। bbox=[15, 128, 192, 362]
headline-kits: बलार पंचायत में स्वच्छता कर्मियों को किट वितरित bbox=[15, 600, 408, 626]
city-banner bbox=[528, 7, 956, 47]
masthead-title: नवबिहार टाइम्स bbox=[69, 15, 202, 42]
form-row: 3. मुद्रक का नाम : कमल किशोर bbox=[1170, 1723, 1503, 1737]
color-dot bbox=[539, 2378, 549, 2388]
dateline: ओबरा। bbox=[751, 1334, 778, 1347]
article-congress-meeting bbox=[389, 1028, 957, 1433]
byline: नवबिहार टाइम्स संवाददाता bbox=[1043, 667, 1152, 680]
headline-congress: रफीगंज में कांग्रेस कार्यकर्ताओं की बैठक bbox=[401, 1028, 718, 1054]
color-dot bbox=[936, 2378, 946, 2388]
body-text: होली मिलन समारोह धूमधाम से शहर के प्रसिद्ध राम लखन सिंह यादव कॉलेज में मनाया गया। पूरे परिसर में उत्साह, उमंग और रंगों की छटा बिखरी रही। आयोजन में शिक्षक, कर्मचारी एवं छात्र-छात्राओं की गरिमामयी उपस्थिति ने आयोजन को यादगार बना दिया। bbox=[975, 119, 1128, 215]
form-row: पता : सलेन्द्र नगर (दुर्गा मंदिर के नजदीक) औरंगाबाद (बिहार) bbox=[1170, 1780, 1503, 1809]
article-farewell bbox=[15, 1028, 382, 1433]
byline: नवबिहार टाइम्स ब्यूरो bbox=[156, 1081, 241, 1094]
body-text: चलने का निर्देश दिया गया। उत्पाद एवं पुलिस विभाग को संयुक्त रूप से कार्रवाई करते हुए संवेदनशील क्षेत्रों में सघन चेकिंग करने का निर्देश दिया गया। भीड़-भाड़ वाले क्षेत्रों, बाजारों एवं प्रमुख चौक-चौराहों पर पर्याप्त पुलिस बल की प्रतिनियुक्ति, दंडाधिकारियों की उपस्थिति तथा नियंत्रण कक्ष के माध्यम से सतत निगरानी सुनिश्चित करने का निर्देश दिया गया। आपात स्थिति में निकटतम थाना अथवा नियंत्रण कक्ष को तत्काल सूचना देने की अपील आमजन से की गई। चिकित्सा पदाधिकारियों को अस्पतालों में चिकित्सकों एवं दवाओं की उपलब्धता सुनिश्चित रखने तथा एम्बुलेंस को तैयार स्थिति में रखने का निर्देश दिया गया। नगर परिषद को साफ-सफाई की समुचित व्यवस्था करने तथा पेट्रोलिंग वाहनों द्वारा सतत गश्ती करने का निर्देश दिया गया। सभी अनुमंडल पदाधिकारी एवं अनुमंडल पुलिस पदाधिकारी अपने-अपने क्षेत्रों में विधि-व्यवस्था की निगरानी करेंगे। वरीय पदाधिकारियों को क्षेत्र भ्रमण कर स्थिति पर नजर रखने का निर्देश दिया गया। जिलाधिकारी ने कहा कि शांतिपूर्ण एवं सौहार्दपूर्ण वातावरण में पर्व मनाना हम सबकी साझा जिम्मेदारी है। पुलिस अधीक्षक ने कहा कि असामाजिक तत्वों पर विशेष नजर रखी जा रही है तथा किसी भी गड़बड़ी पर त्वरित कार्रवाई की जाएगी। सभी थानों को अलर्ट मोड में रहने का निर्देश दिया गया है। शांति समिति की बैठकों के माध्यम से आपसी सौहार्द बनाए रखने की अपील की गई। जिला प्रशासन ने आमजन से शांतिपूर्ण वातावरण में पर्व मनाने की अपील की है। bbox=[15, 438, 956, 533]
byline: नवबिहार टाइम्स संवाददाता bbox=[718, 651, 827, 664]
byline: नवबिहार टाइम्स ब्यूरो bbox=[61, 112, 147, 124]
headline-obra-milan: ओबरा महोत्सव व कालोनी में होली मिलन समारोह bbox=[763, 1280, 945, 1314]
body-text: प्रखंड क्षेत्र के समीप सार्वजनिक वितरण प्रणाली (पीडीएस) के अनाज की कालाबाजारी का मामला सामने आने से इलाके में हड़कंप मच गया है। जानकारी के अनुसार एक एफसीआई गोदाम से जन वितरण प्रणाली की दुकानों के लिए अनाज लदा ट्रक संख्या जेएच02 डब्ल्यू 7015 पर रवाना हुआ था, लेकिन रास्ते में ट्रक बदलकर अनाज को दूसरी जगह ले जाने की चर्चा जोरों पर है। ग्रामीणों की सूचना पर स्थानीय लोगों ने ट्रक संख्या बीआर26जी 434 को रोककर पूछताछ की, तो चालक संतोषजनक जवाब नहीं दे सका। मामले की सूचना संबंधित पदाधिकारियों को दी गई। आपूर्ति पदाधिकारी ने बताया कि मामले की जांच की जा रही है, जांच में दोषी पाए जाने वालों के विरुद्ध कड़ी कार्रवाई की जाएगी। स्थानीय लोगों का कहना है कि क्षेत्र में अनाज की कालाबाजारी लंबे समय से चल रही है, जिस पर अंकुश लगाना आवश्यक है। गरीबों के हक का अनाज खुले बाजार में बेचे जाने की शिकायतें पहले भी मिलती रही हैं। लोगों ने जिलाधिकारी से मामले की उच्चस्तरीय जांच कराने एवं दोषियों के विरुद्ध प्राथमिकी दर्ज करने की मांग की है। मामले को लेकर क्षेत्र में तरह-तरह की चर्चाएं हो रही हैं। जांच के बाद ही स्पष्ट हो सकेगा कि अनाज आखिर कहां ले जाया जा रहा था। इसकी भी जांच होनी चाहिए कि एक ट्रक का अनाज दूसरे ट्रक पर लोड करने की क्या आवश्यकता पड़ गई। प्रखंड आपूर्ति पदाधिकारी ने उपभोक्ताओं से अपील की कि वे अपने हक का अनाज निर्धारित दर पर ही प्राप्त करें तथा गड़बड़ी की सूचना तुरंत दें। इस मामले में गहराई से जांच होने पर कई सफेदपोशों के चेहरे बेनकाब हो सकते हैं। bbox=[975, 1097, 1515, 1262]
body-text: सदर अस्पताल का सदर अनुमंडल पदाधिकारी संतन कुमार सिंह द्वारा रात्रि में औचक निरीक्षण किया गया। यह निरीक्षण अस्पताल की स्वास्थ्य सेवाओं, चिकित्सकों एवं कर्मियों की उपस्थिति का जायजा लेने के उद्देश्य से किया गया। bbox=[15, 1509, 145, 1618]
form-rule-note: (नियम 8 देखिये) bbox=[1300, 1663, 1372, 1676]
dateline: ओबरा। bbox=[15, 1957, 43, 1970]
byline: नवबिहार टाइम्स संवाददाता bbox=[408, 1068, 516, 1080]
body-text: आगामी 14 मार्च को आयोजित होने वाली राष्ट्रीय लोक अदालत की सफलता को लेकर सभी जिलों को निर्देशित किया गया है कि वे संबंधित विभाग आपसी समन्वय स्थापित करते हुए सुलह-समझौता योग्य वादों की पहचान कर अधिक से अधिक मामलों के निष्पादन का लक्ष्य सुनिश्चित करें। जिलाधिकारी द्वारा संबंधित विभागों को निर्देश दिया गया कि वे लंबित वादों की सूची तैयार कर संबंधित पक्षकारों को समय पर सूचना उपलब्ध कराना सुनिश्चित करें। जिला प्रशासन द्वारा लोक अदालत के सफल आयोजन हेतु व्यापक तैयारियां प्रारंभ कर दी गई हैं। वीडियो कॉन्फ्रेंसिंग के माध्यम से आयोजित बैठक में जिलाधिकारी अभिलाषा शर्मा ने भाग लिया। बैठक में अपर समाहर्ता, जिला विधिक सेवा प्राधिकार के सचिव सहित संबंधित विभागों के पदाधिकारी उपस्थित रहे। बैठक के दौरान लोक अदालत के क्षेत्राधिकार में आने वाले लंबित वादों की आद्यतन स्थिति की समीक्षा की गई तथा अधिकाधिक मामलों के निष्पादन हेतु आवश्यक दिशा-निर्देश दिए गए। बैंक ऋण, बिजली बिल, माप-तौल, श्रम, वन, राजस्व सहित अन्य सुलहनीय वादों का निपटारा लोक अदालत के माध्यम से किए जाने की जानकारी दी गई। पक्षकारों से अपील की गई कि वे अपने वादों का निपटारा लोक अदालत के माध्यम से कराकर समय एवं धन की बचत करें। विधिक जागरूकता शिविरों के माध्यम से भी लोगों को जानकारी दी जा रही है। किसी भी जानकारी के लिए जिला विधिक सेवा प्राधिकार के कार्यालय में संपर्क किया जा सकता है। विकास आयुक्त द्वारा भी समन्वय के साथ कार्य करने का निर्देश दिया गया है। bbox=[587, 668, 957, 902]
article-farmers-protest bbox=[771, 1448, 1153, 1876]
inauguration-photo bbox=[1231, 663, 1515, 842]
congress-group-photo bbox=[534, 1063, 816, 1272]
body-text: प्रखंड कांग्रेस कार्यालय में कांग्रेस पार्टी के संगठन सृजन अभियान के तहत कार्यकर्ताओं की महत्वपूर्ण बैठक आयोजित की गई। बैठक में झारखंड प्रदेश कांग्रेस कमेटी के पूर्व अध्यक्ष उपस्थित रहे। bbox=[401, 1084, 523, 1180]
article-road-accident bbox=[1157, 1448, 1515, 1590]
article-obra-holi-milan bbox=[740, 1280, 957, 1430]
article-lok-adalat bbox=[576, 600, 957, 1013]
article-hospital-inspection bbox=[15, 1448, 768, 1876]
briefing-meeting-photo bbox=[203, 107, 568, 426]
color-dot bbox=[502, 2378, 512, 2388]
holi-highlight: होली bbox=[1305, 61, 1344, 87]
color-dot bbox=[683, 2378, 692, 2388]
dateline: औरंगाबाद। bbox=[587, 668, 629, 681]
article-gyan-sarovar bbox=[964, 600, 1515, 1013]
body-text: प्रखंड क्षेत्र के खरांटी गांव में ब्रह्माकुमारी संस्थान के तत्वावधान में नवनिर्मित 'ज्ञान सरोवर भवन' का भव्य उद्घाटन समारोह आयोजित किया गया। कार्यक्रम का शुभारंभ थानाध्यक्ष नीतीश कुमार, मोतिहार केंद्र की संचालिका मीना दीदी एवं अन्य अतिथियों ने संयुक्त रूप से दीप प्रज्वलित कर किया। श्रद्धालु भाव-विभोर हो उठे। bbox=[975, 684, 1220, 766]
form-row: (यदि विदेशी हैं तो मूल देश) : X bbox=[1170, 1761, 1503, 1776]
byline: नवबिहार टाइम्स संवाददाता bbox=[1190, 1081, 1299, 1094]
color-dot bbox=[918, 2378, 928, 2388]
dateline: औरंगाबाद। bbox=[15, 1097, 57, 1110]
form-row: (क्या भारत का नागरिक है) : भारतीय bbox=[1170, 1833, 1503, 1847]
form-subtitle: फार्म-IV bbox=[1310, 1642, 1362, 1660]
dateline: ओबरा। bbox=[975, 684, 1002, 697]
